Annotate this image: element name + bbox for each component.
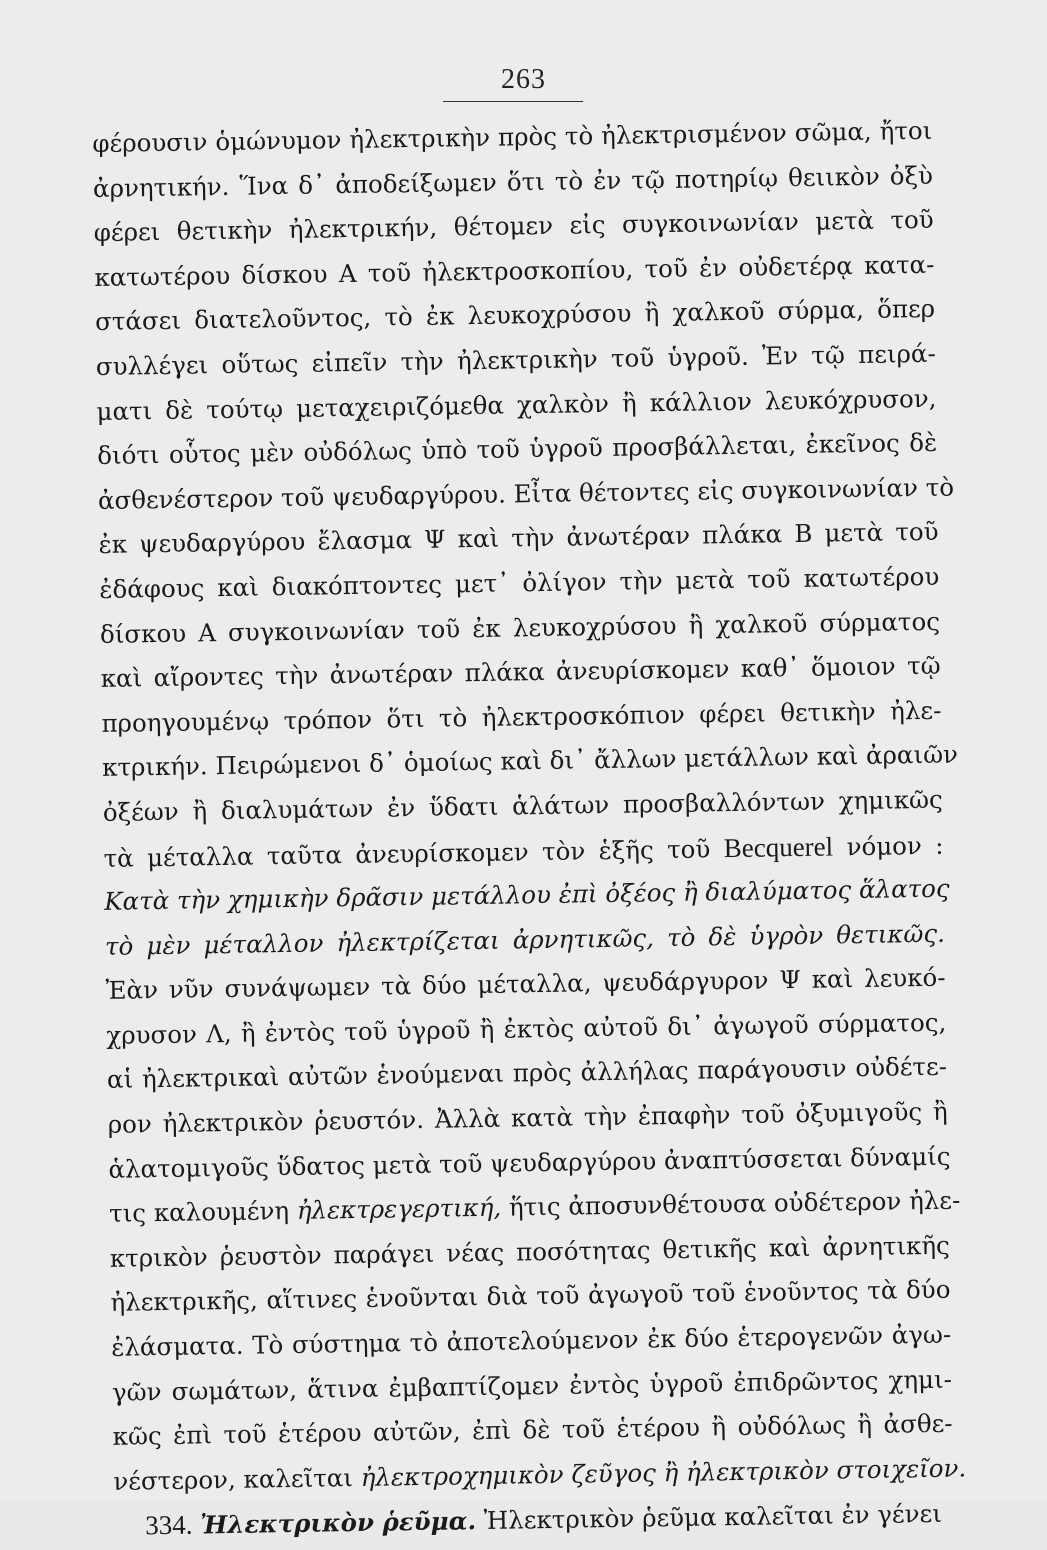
section-number: 334. bbox=[144, 1510, 193, 1541]
body-text bbox=[92, 109, 967, 1549]
text-line: κῶς ἐπὶ τοῦ ἑτέρου αὐτῶν, ἐπὶ δὲ τοῦ ἑτέρου ἢ οὐδόλως ἢ ἀσθε- bbox=[112, 1408, 953, 1452]
text-line: κτρικὸν ῥευστὸν παράγει νέας ποσότητας θετικῆς καὶ ἀρνητικῆς bbox=[109, 1230, 950, 1273]
text-line: Ἐὰν νῦν συνάψωμεν τὰ δύο μέταλλα, ψευδάργυρον Ψ καὶ λευκό- bbox=[105, 962, 946, 1006]
text-line: προηγουμένῳ τρόπον ὅτι τὸ ἠλεκτροσκόπιον φέρει θετικὴν ἠλε- bbox=[101, 695, 942, 738]
text-line: κατωτέρου δίσκου Α τοῦ ἠλεκτροσκοπίου, τοῦ ἐν οὐδετέρᾳ κατα- bbox=[94, 249, 935, 292]
text-fragment: τις καλουμένη bbox=[108, 1196, 290, 1229]
text-line: δίσκου Α συγκοινωνίαν τοῦ ἐκ λευκοχρύσου ἢ χαλκοῦ σύρματος bbox=[99, 606, 941, 649]
text-line: φέρει θετικὴν ἠλεκτρικήν, θέτομεν εἰς συγκοινωνίαν μετὰ τοῦ bbox=[93, 204, 934, 248]
text-line: αἱ ἠλεκτρικαὶ αὐτῶν ἑνούμεναι πρὸς ἀλλήλας παράγουσιν οὐδέτε- bbox=[106, 1052, 948, 1095]
text-fragment: ἥτις ἀποσυνθέτουσα οὐδέτερον ἠλε- bbox=[508, 1185, 961, 1222]
text-line: καὶ αἴροντες τὴν ἀνωτέραν πλάκα ἀνευρίσκομεν καθ᾿ ὅμοιον τῷ bbox=[100, 650, 941, 694]
text-line: φέρουσιν ὁμώνυμον ἠλεκτρικὴν πρὸς τὸ ἠλεκτρισμένον σῶμα, ἤτοι bbox=[92, 115, 933, 158]
text-fragment: νέστερον, καλεῖται bbox=[113, 1462, 354, 1496]
header-rule bbox=[443, 101, 583, 102]
text-line: ἀρνητικήν. Ἵνα δ᾿ ἀποδείξωμεν ὅτι τὸ ἐν τῷ ποτηρίῳ θειικὸν ὀξὺ bbox=[92, 160, 934, 203]
text-line: χρυσον Λ, ἢ ἐντὸς τοῦ ὑγροῦ ἢ ἐκτὸς αὐτοῦ δι᾿ ἀγωγοῦ σύρματος, bbox=[106, 1007, 947, 1050]
law-statement-line: Κατὰ τὴν χημικὴν δρᾶσιν μετάλλου ἐπὶ ὀξέος ἢ διαλύματος ἅλατος bbox=[104, 873, 950, 916]
text-line: κτρικήν. Πειρώμενοι δ᾿ ὁμοίως καὶ δι᾿ ἄλλων μετάλλων καὶ ἀραιῶν bbox=[101, 739, 959, 783]
text-line: ἐλάσματα. Τὸ σύστημα τὸ ἀποτελούμενον ἐκ δύο ἑτερογενῶν ἀγω- bbox=[111, 1319, 952, 1362]
text-line: συλλέγει οὕτως εἰπεῖν τὴν ἠλεκτρικὴν τοῦ ὑγροῦ. Ἐν τῷ πειρά- bbox=[95, 338, 936, 381]
text-line: ἁλατομιγοῦς ὕδατος μετὰ τοῦ ψευδαργύρου ἀναπτύσσεται δύναμίς bbox=[108, 1141, 951, 1184]
text-line: ματι δὲ τούτῳ μεταχειριζόμεθα χαλκὸν ἢ κάλλιον λευκόχρυσον, bbox=[96, 383, 937, 426]
text-line: διότι οὗτος μὲν οὐδόλως ὑπὸ τοῦ ὑγροῦ προσβάλλεται, ἐκεῖνος δὲ bbox=[97, 427, 938, 471]
electrochemical-pair-term: ἠλεκτροχημικὸν ζεῦγος ἢ ἠλεκτρικὸν στοιχεῖον. bbox=[360, 1453, 967, 1492]
text-line: ἠλεκτρικῆς, αἵτινες ἑνοῦνται διὰ τοῦ ἀγωγοῦ τοῦ ἑνοῦντος τὰ δύο bbox=[110, 1275, 951, 1318]
text-line: ἐδάφους καὶ διακόπτοντες μετ᾿ ὀλίγον τὴν μετὰ τοῦ κατωτέρου bbox=[99, 561, 940, 604]
text-line: ἀσθενέστερον τοῦ ψευδαργύρου. Εἶτα θέτοντες εἰς συγκοινωνίαν τὸ bbox=[97, 472, 955, 515]
text-line: ὀξέων ἢ διαλυμάτων ἐν ὕδατι ἁλάτων προσβαλλόντων χημικῶς bbox=[102, 784, 943, 827]
emf-term: ἠλεκτρεγερτική, bbox=[296, 1192, 502, 1226]
law-statement-line: τὸ μὲν μέταλλον ἠλεκτρίζεται ἀρνητικῶς, τὸ δὲ ὑγρὸν θετικῶς. bbox=[104, 918, 946, 961]
text-line: ρον ἠλεκτρικὸν ῥευστόν. Ἀλλὰ κατὰ τὴν ἐπαφὴν τοῦ ὀξυμιγοῦς ἢ bbox=[107, 1096, 948, 1139]
text-line: στάσει διατελοῦντος, τὸ ἐκ λευκοχρύσου ἢ χαλκοῦ σύρμα, ὅπερ bbox=[94, 294, 936, 337]
section-title: Ἠλεκτρικὸν ῥεῦμα. bbox=[200, 1506, 477, 1540]
text-fragment: τὰ μέταλλα ταῦτα ἀνευρίσκομεν τὸν ἑξῆς τοῦ bbox=[103, 833, 711, 873]
section-text: Ἠλεκτρικὸν ῥεῦμα καλεῖται ἐν γένει bbox=[483, 1499, 943, 1536]
text-line: ἐκ ψευδαργύρου ἔλασμα Ψ καὶ τὴν ἀνωτέραν πλάκα Β μετὰ τοῦ bbox=[98, 517, 939, 560]
text-line: γῶν σωμάτων, ἅτινα ἐμβαπτίζομεν ἐντὸς ὑγροῦ ἐπιδρῶντος χημι- bbox=[111, 1364, 953, 1407]
becquerel-name: Becquerel bbox=[723, 830, 834, 863]
text-fragment: νόμον : bbox=[846, 830, 944, 861]
page-number: 263 bbox=[501, 64, 546, 95]
